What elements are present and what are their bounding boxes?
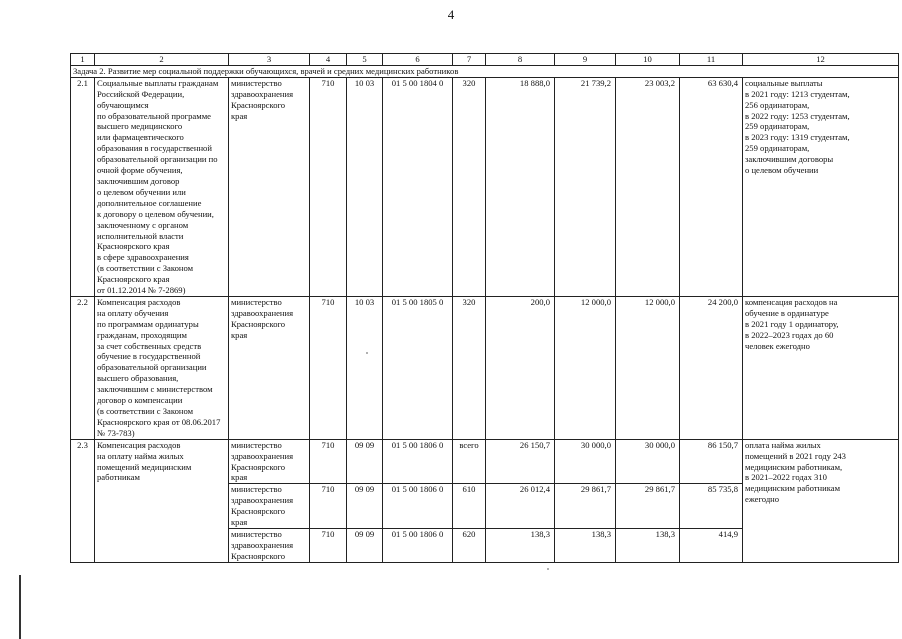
amount-2022: 30 000,0 bbox=[555, 439, 616, 484]
target-code: 01 5 00 1806 0 bbox=[383, 484, 453, 529]
col-num-9: 9 bbox=[555, 54, 616, 66]
amount-2023: 23 003,2 bbox=[616, 77, 680, 296]
section-code: 09 09 bbox=[347, 484, 383, 529]
target-code: 01 5 00 1804 0 bbox=[383, 77, 453, 296]
col-num-10: 10 bbox=[616, 54, 680, 66]
amount-2022: 138,3 bbox=[555, 528, 616, 562]
grbs-code: 710 bbox=[310, 484, 347, 529]
expense-type: 320 bbox=[453, 296, 486, 439]
scan-speck bbox=[366, 352, 368, 354]
task-row bbox=[71, 65, 899, 77]
scan-speck bbox=[547, 568, 549, 570]
measure-name: Компенсация расходов на оплату обучения по программам ординатуры гражданам, проходящим за счет собственных средств обучение в государственной образовательной организации высшего образования, заключившим с министерством договор о компенсации (в соответствии с Законом Красноярского края от 08.06.2017 № 73-783) bbox=[95, 296, 229, 439]
grbs-code: 710 bbox=[310, 296, 347, 439]
amount-2021: 26 012,4 bbox=[486, 484, 555, 529]
amount-2023: 30 000,0 bbox=[616, 439, 680, 484]
col-num-1: 1 bbox=[71, 54, 95, 66]
executor: министерство здравоохранения Красноярского края bbox=[229, 296, 310, 439]
amount-2022: 29 861,7 bbox=[555, 484, 616, 529]
col-num-12: 12 bbox=[743, 54, 899, 66]
expense-type: всего bbox=[453, 439, 486, 484]
measure-name: Социальные выплаты гражданам Российской Федерации, обучающимся по образовательной программе высшего медицинского или фармацевтического образования в государственной образовательной организации по очной форме обучения, заключившим договор о целевом обучении или дополнительное соглашение к договору о целевом обучении, заключенному с органом исполнительной власти Красноярского края в сфере здравоохранения (в соответствии с Законом Красноярского края от 01.12.2014 № 7-2869) bbox=[95, 77, 229, 296]
amount-total: 414,9 bbox=[680, 528, 743, 562]
amount-2021: 200,0 bbox=[486, 296, 555, 439]
row-number: 2.2 bbox=[71, 296, 95, 439]
col-num-11: 11 bbox=[680, 54, 743, 66]
target-code: 01 5 00 1805 0 bbox=[383, 296, 453, 439]
amount-2021: 138,3 bbox=[486, 528, 555, 562]
measure-name: Компенсация расходов на оплату найма жилых помещений медицинским работникам bbox=[95, 439, 229, 562]
amount-2023: 138,3 bbox=[616, 528, 680, 562]
amount-2022: 12 000,0 bbox=[555, 296, 616, 439]
table-row bbox=[71, 77, 899, 296]
expected-result: компенсация расходов на обучение в ординатуре в 2021 году 1 ординатору, в 2022–2023 годах до 60 человек ежегодно bbox=[743, 296, 899, 439]
amount-2021: 26 150,7 bbox=[486, 439, 555, 484]
expected-result: социальные выплаты в 2021 году: 1213 студентам, 256 ординаторам, в 2022 году: 1253 студентам, 259 ординаторам, в 2023 году: 1319 студентам, 259 ординаторам, заключившим договоры о целевом обучении bbox=[743, 77, 899, 296]
col-num-2: 2 bbox=[95, 54, 229, 66]
program-table bbox=[70, 53, 899, 563]
column-number-row bbox=[71, 54, 899, 66]
amount-total: 85 735,8 bbox=[680, 484, 743, 529]
amount-2022: 21 739,2 bbox=[555, 77, 616, 296]
target-code: 01 5 00 1806 0 bbox=[383, 528, 453, 562]
col-num-4: 4 bbox=[310, 54, 347, 66]
grbs-code: 710 bbox=[310, 77, 347, 296]
row-number: 2.1 bbox=[71, 77, 95, 296]
amount-total: 86 150,7 bbox=[680, 439, 743, 484]
amount-total: 63 630,4 bbox=[680, 77, 743, 296]
section-code: 10 03 bbox=[347, 296, 383, 439]
executor: министерство здравоохранения Красноярского края bbox=[229, 484, 310, 529]
col-num-7: 7 bbox=[453, 54, 486, 66]
executor: министерство здравоохранения Красноярского края bbox=[229, 77, 310, 296]
section-code: 09 09 bbox=[347, 439, 383, 484]
col-num-8: 8 bbox=[486, 54, 555, 66]
row-number: 2.3 bbox=[71, 439, 95, 562]
col-num-5: 5 bbox=[347, 54, 383, 66]
section-code: 09 09 bbox=[347, 528, 383, 562]
amount-2021: 18 888,0 bbox=[486, 77, 555, 296]
expected-result: оплата найма жилых помещений в 2021 году 243 медицинским работникам, в 2021–2022 годах 310 медицинским работникам ежегодно bbox=[743, 439, 899, 562]
executor: министерство здравоохранения Красноярского bbox=[229, 528, 310, 562]
grbs-code: 710 bbox=[310, 439, 347, 484]
page-number: 4 bbox=[447, 7, 455, 22]
executor: министерство здравоохранения Красноярского края bbox=[229, 439, 310, 484]
col-num-6: 6 bbox=[383, 54, 453, 66]
col-num-3: 3 bbox=[229, 54, 310, 66]
amount-2023: 12 000,0 bbox=[616, 296, 680, 439]
table-row bbox=[71, 296, 899, 439]
expense-type: 320 bbox=[453, 77, 486, 296]
expense-type: 610 bbox=[453, 484, 486, 529]
grbs-code: 710 bbox=[310, 528, 347, 562]
target-code: 01 5 00 1806 0 bbox=[383, 439, 453, 484]
expense-type: 620 bbox=[453, 528, 486, 562]
scan-edge-mark bbox=[19, 575, 21, 639]
task-title: Задача 2. Развитие мер социальной поддержки обучающихся, врачей и средних медицинских работников bbox=[71, 65, 899, 77]
amount-total: 24 200,0 bbox=[680, 296, 743, 439]
amount-2023: 29 861,7 bbox=[616, 484, 680, 529]
section-code: 10 03 bbox=[347, 77, 383, 296]
table-row bbox=[71, 439, 899, 484]
